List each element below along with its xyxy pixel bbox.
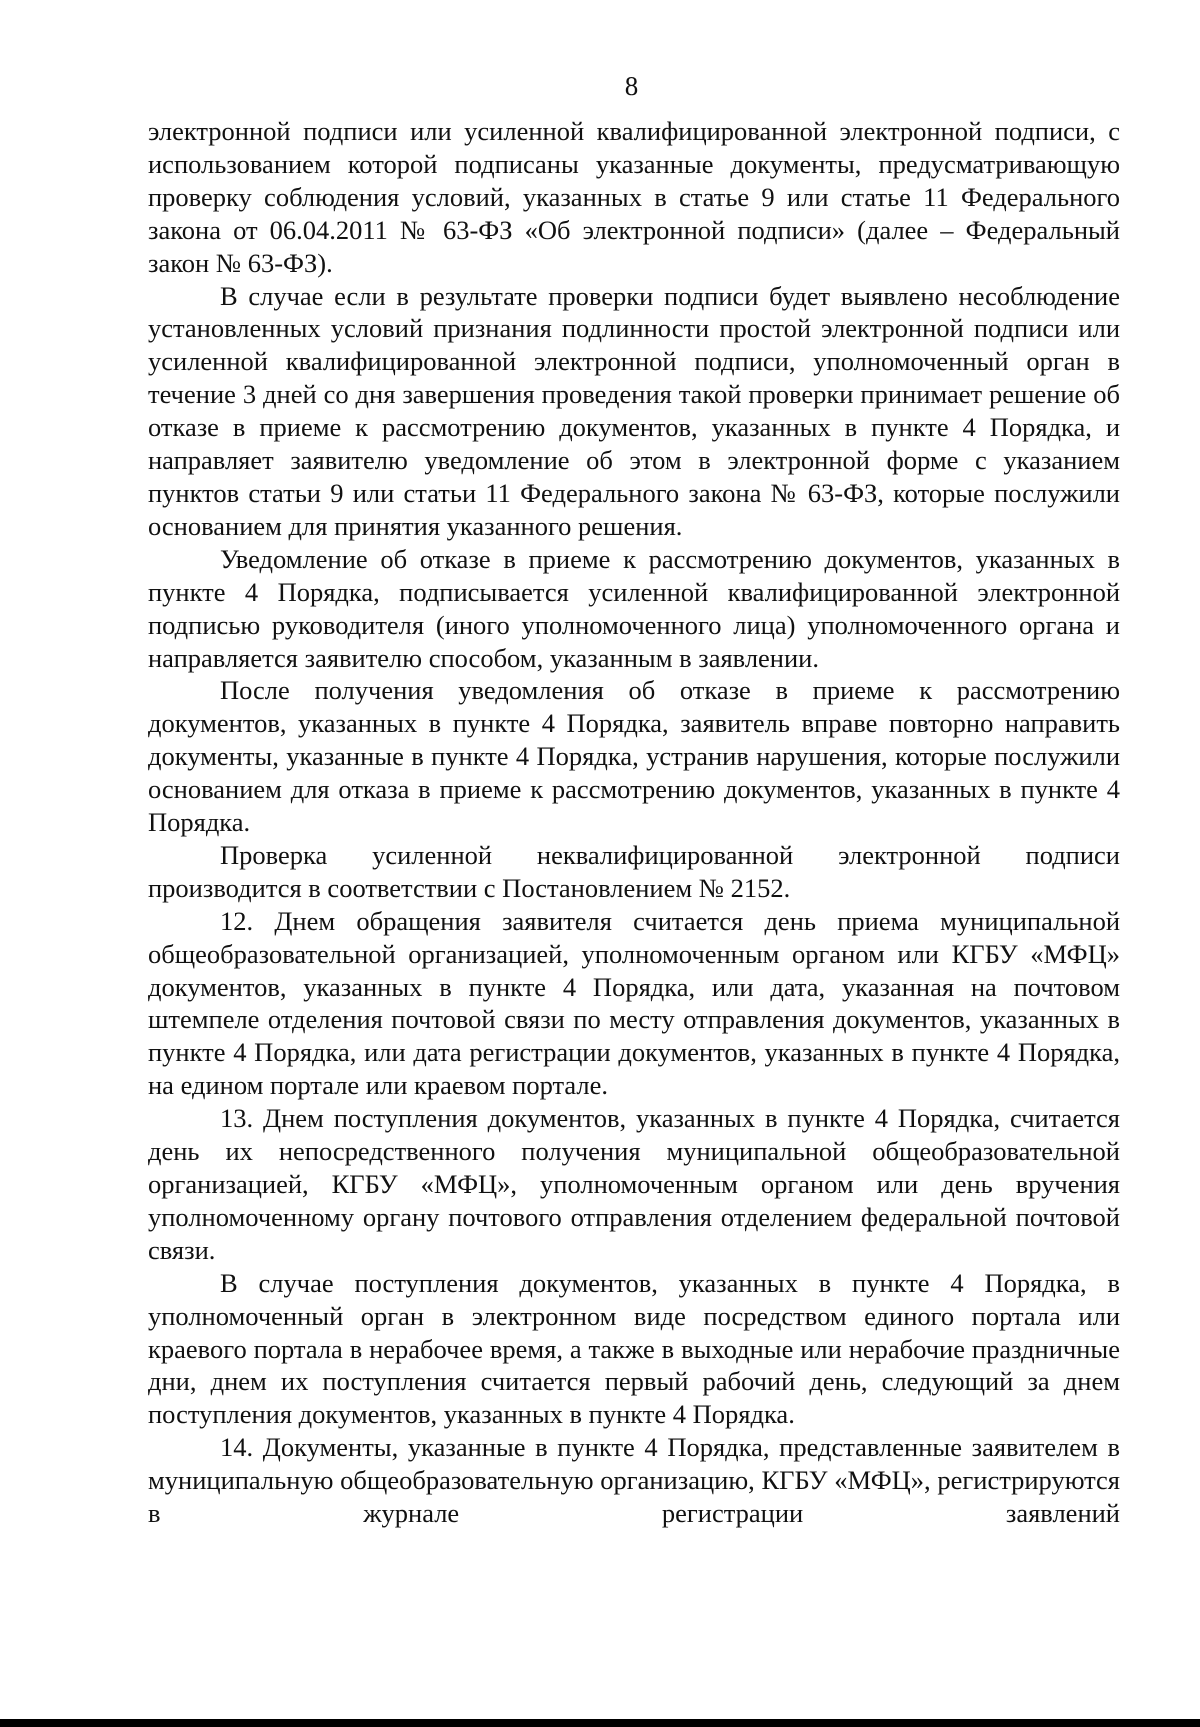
paragraph-resubmission: После получения уведомления об отказе в приеме к рассмотрению документов, указанных в пункте 4 Порядка, заявитель вправе повторно направить документы, указанные в пункте 4 Порядка, устранив нарушения, которые послужили основанием для отказа в приеме к рассмотрению документов, указанных в пункте 4 Порядка.: [148, 675, 1120, 838]
paragraph-signature-check-failure: В случае если в результате проверки подписи будет выявлено несоблюдение установленных условий признания подлинности простой электронной подписи или усиленной квалифицированной электронной подписи, уполномоченный орган в течение 3 дней со дня завершения проведения такой проверки принимает решение об отказе в приеме к рассмотрению документов, указанных в пункте 4 Порядка, и направляет заявителю уведомление об этом в электронной форме с указанием пунктов статьи 9 или статьи 11 Федерального закона № 63-ФЗ, которые послужили основанием для принятия указанного решения.: [148, 280, 1120, 541]
paragraph-item-12: 12. Днем обращения заявителя считается день приема муниципальной общеобразовательной организацией, уполномоченным органом или КГБУ «МФЦ» документов, указанных в пункте 4 Порядка, или дата, указанная на почтовом штемпеле отделения почтовой связи по месту отправления документов, указанных в пункте 4 Порядка, или дата регистрации документов, указанных в пункте 4 Порядка, на едином портале или краевом портале.: [148, 905, 1120, 1101]
document-body: [148, 115, 1120, 1530]
paragraph-item-13: 13. Днем поступления документов, указанных в пункте 4 Порядка, считается день их непосредственного получения муниципальной общеобразовательной организацией, КГБУ «МФЦ», уполномоченным органом или день вручения уполномоченному органу почтового отправления отделением федеральной почтовой связи.: [148, 1103, 1120, 1265]
paragraph-item-14: 14. Документы, указанные в пункте 4 Порядка, представленные заявителем в муниципальную общеобразовательную организацию, КГБУ «МФЦ», регистрируются в журнале регистрации заявлений: [148, 1432, 1120, 1529]
page-number: 8: [624, 71, 639, 101]
paragraph-unqualified-signature-check: Проверка усиленной неквалифицированной электронной подписи производится в соответствии с Постановлением № 2152.: [148, 839, 1120, 903]
paragraph-refusal-notice: Уведомление об отказе в приеме к рассмотрению документов, указанных в пункте 4 Порядка, подписывается усиленной квалифицированной электронной подписью руководителя (иного уполномоченного лица) уполномоченного органа и направляется заявителю способом, указанным в заявлении.: [148, 543, 1120, 673]
paragraph-continuation: электронной подписи или усиленной квалифицированной электронной подписи, с использованием которой подписаны указанные документы, предусматривающую проверку соблюдения условий, указанных в статье 9 или статье 11 Федерального закона от 06.04.2011 № 63-ФЗ «Об электронной подписи» (далее – Федеральный закон № 63-ФЗ).: [148, 116, 1120, 278]
paragraph-non-working-time: В случае поступления документов, указанных в пункте 4 Порядка, в уполномоченный орган в электронном виде посредством единого портала или краевого портала в нерабочее время, а также в выходные или нерабочие праздничные дни, днем их поступления считается первый рабочий день, следующий за днем поступления документов, указанных в пункте 4 Порядка.: [148, 1267, 1120, 1430]
scan-bottom-edge: [0, 1719, 1200, 1727]
